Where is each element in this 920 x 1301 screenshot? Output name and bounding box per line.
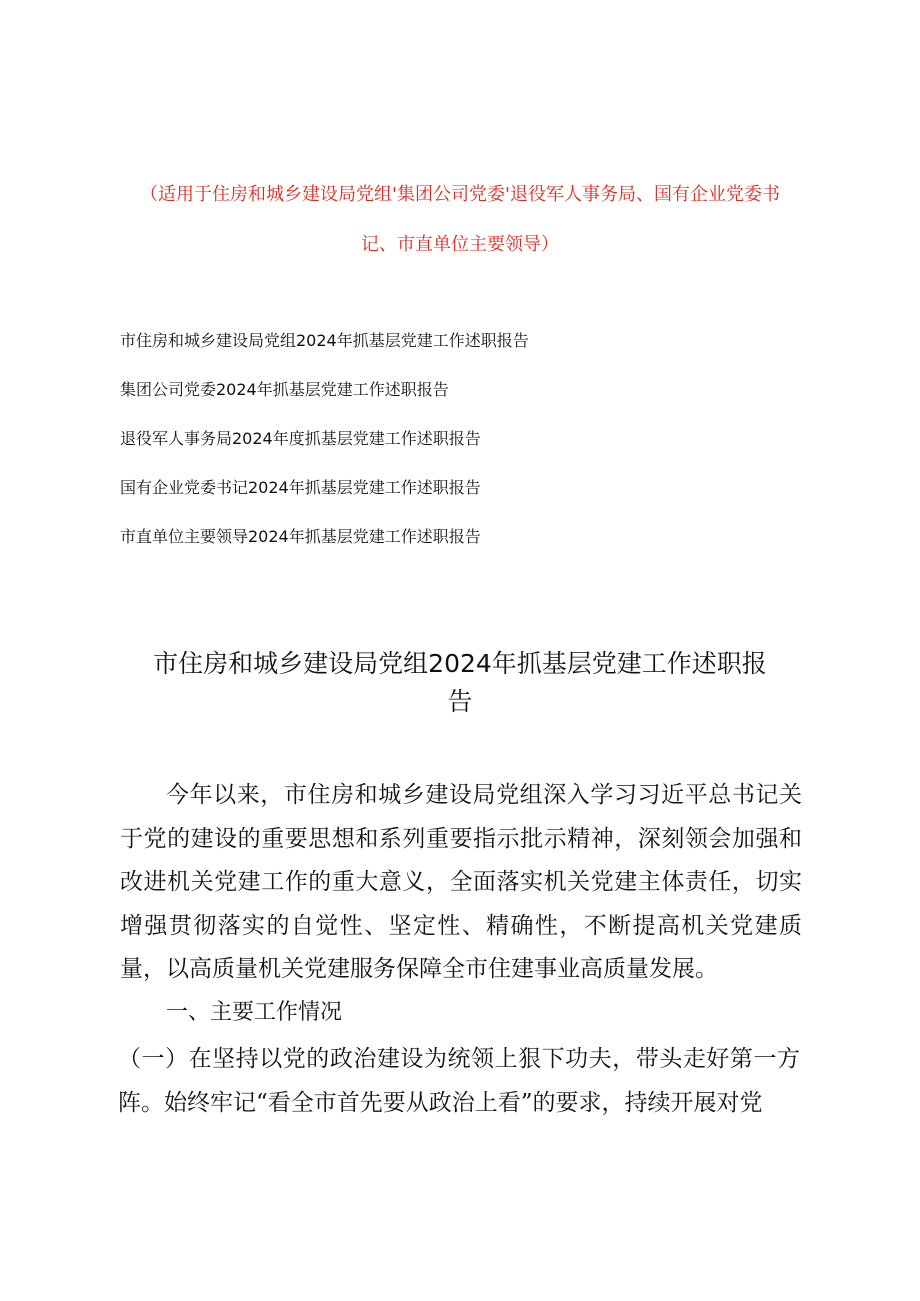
- report-list-item: 集团公司党委2024年抓基层党建工作述职报告: [120, 380, 449, 399]
- subsection-paragraph: （一）在坚持以党的政治建设为统领上狠下功夫，带头走好第一方阵。始终牢记“看全市首先要从政治上看”的要求，持续开展对党: [118, 1046, 800, 1116]
- report-list-item: 市直单位主要领导2024年抓基层党建工作述职报告: [120, 527, 481, 546]
- report-title-line-2: 告: [447, 687, 473, 716]
- report-list-item: 退役军人事务局2024年度抓基层党建工作述职报告: [120, 429, 481, 448]
- report-title-line-1: 市住房和城乡建设局党组2024年抓基层党建工作述职报: [153, 649, 767, 678]
- report-list-item: 市住房和城乡建设局党组2024年抓基层党建工作述职报告: [120, 331, 529, 350]
- applicability-note-line-1: （适用于住房和城乡建设局党组'集团公司党委'退役军人事务局、国有企业党委书: [140, 184, 780, 205]
- section-heading: 一、主要工作情况: [166, 1000, 343, 1025]
- report-list-item: 国有企业党委书记2024年抓基层党建工作述职报告: [120, 478, 481, 497]
- report-title: [110, 645, 810, 721]
- intro-paragraph: 今年以来，市住房和城乡建设局党组深入学习习近平总书记关于党的建设的重要思想和系列重要指示批示精神，深刻领会加强和改进机关党建工作的重大意义，全面落实机关党建主体责任，切实增强贯彻落实的自觉性、坚定性、精确性，不断提高机关党建质量，以高质量机关党建服务保障全市住建事业高质量发展。: [120, 782, 802, 982]
- applicability-note-line-2: 记、市直单位主要领导）: [361, 234, 559, 255]
- report-list: [120, 330, 529, 575]
